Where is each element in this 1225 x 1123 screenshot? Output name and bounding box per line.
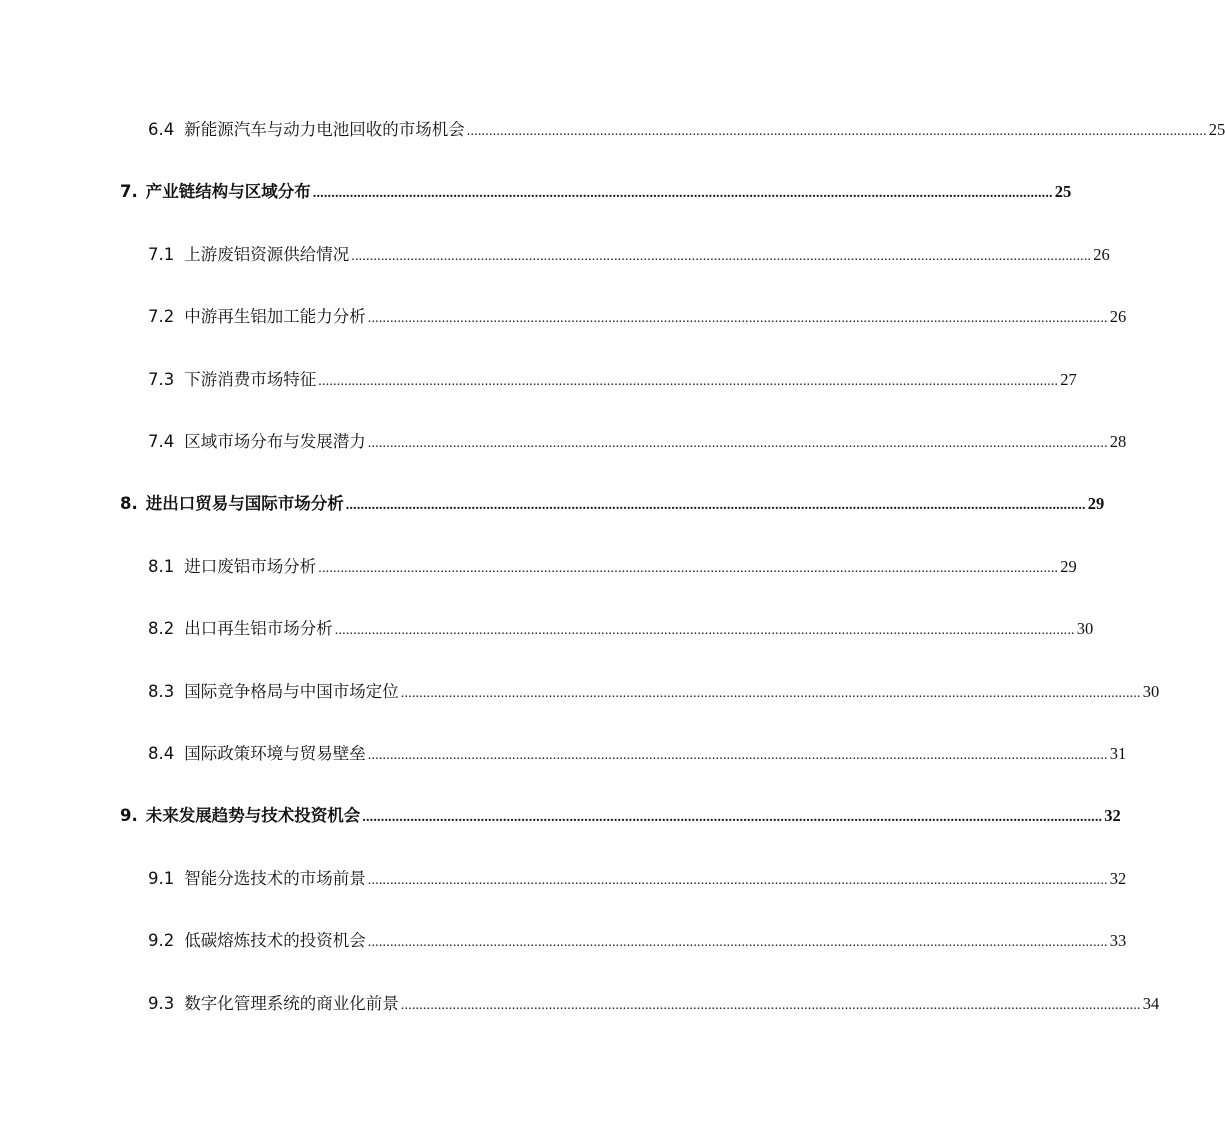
dot-leader: ........................................................................................................................................................................................................ <box>318 561 1059 576</box>
toc-entry[interactable] <box>148 303 1127 329</box>
toc-entry-page: 28 <box>1109 432 1127 451</box>
toc-entry-page: 27 <box>1060 370 1077 389</box>
toc-entry[interactable] <box>148 615 1094 641</box>
toc-entry-title: 数字化管理系统的商业化前景 <box>184 994 399 1013</box>
toc-entry-page: 33 <box>1109 931 1127 950</box>
toc-entry[interactable] <box>148 740 1127 766</box>
toc-entry-title: 上游废铝资源供给情况 <box>184 245 350 264</box>
toc-entry-title: 进出口贸易与国际市场分析 <box>145 494 344 513</box>
toc-entry-number: 9.3 <box>148 994 175 1013</box>
toc-entry-number: 8.4 <box>148 744 175 763</box>
dot-leader: ........................................................................................................................................................................................................ <box>367 873 1108 888</box>
dot-leader: ........................................................................................................................................................................................................ <box>466 124 1207 139</box>
toc-entry-page: 29 <box>1087 494 1105 513</box>
toc-entry-page: 34 <box>1142 994 1160 1013</box>
toc-entry-title: 产业链结构与区域分布 <box>145 182 311 201</box>
toc-entry-title: 国际竞争格局与中国市场定位 <box>184 682 399 701</box>
toc-entry-number: 8. <box>120 494 138 513</box>
toc-entry-page: 32 <box>1104 806 1121 825</box>
toc-entry-title: 进口废铝市场分析 <box>184 557 317 576</box>
toc-entry-page: 29 <box>1060 557 1077 576</box>
toc-entry-number: 8.2 <box>148 619 175 638</box>
toc-entry-title: 出口再生铝市场分析 <box>184 619 333 638</box>
dot-leader: ........................................................................................................................................................................................................ <box>362 810 1103 825</box>
toc-entry-page: 25 <box>1208 120 1225 139</box>
toc-entry-title: 国际政策环境与贸易壁垒 <box>184 744 366 763</box>
toc-entry-number: 6.4 <box>148 120 175 139</box>
toc-entry[interactable] <box>148 678 1160 704</box>
toc-entry-page: 30 <box>1142 682 1160 701</box>
toc-entry-title: 智能分选技术的市场前景 <box>184 869 366 888</box>
toc-entry[interactable] <box>148 990 1160 1016</box>
toc-entry-number: 9.1 <box>148 869 175 888</box>
toc-entry-page: 26 <box>1109 307 1127 326</box>
toc-entry[interactable] <box>148 241 1110 267</box>
dot-leader: ........................................................................................................................................................................................................ <box>367 311 1108 326</box>
toc-entry-number: 7.1 <box>148 245 175 264</box>
toc-entry[interactable] <box>148 366 1077 392</box>
dot-leader: ........................................................................................................................................................................................................ <box>367 748 1108 763</box>
toc-entry[interactable] <box>148 927 1127 953</box>
toc-entry[interactable] <box>120 490 1105 516</box>
toc-entry[interactable] <box>148 116 1225 142</box>
toc-entry-number: 8.3 <box>148 682 175 701</box>
toc-entry-title: 区域市场分布与发展潜力 <box>184 432 366 451</box>
dot-leader: ........................................................................................................................................................................................................ <box>400 686 1141 701</box>
toc-entry-page: 31 <box>1109 744 1127 763</box>
toc-entry-page: 32 <box>1109 869 1127 888</box>
toc-entry[interactable] <box>120 178 1072 204</box>
dot-leader: ........................................................................................................................................................................................................ <box>318 374 1059 389</box>
toc-entry-number: 7.3 <box>148 370 175 389</box>
toc-entry[interactable] <box>148 428 1127 454</box>
dot-leader: ........................................................................................................................................................................................................ <box>367 436 1108 451</box>
toc-entry-title: 新能源汽车与动力电池回收的市场机会 <box>184 120 465 139</box>
toc-entry[interactable] <box>148 865 1127 891</box>
toc-entry[interactable] <box>120 802 1121 828</box>
toc-entry-title: 低碳熔炼技术的投资机会 <box>184 931 366 950</box>
toc-entry-number: 7.2 <box>148 307 175 326</box>
dot-leader: ........................................................................................................................................................................................................ <box>334 623 1075 638</box>
dot-leader: ........................................................................................................................................................................................................ <box>351 249 1092 264</box>
toc-entry-number: 7.4 <box>148 432 175 451</box>
toc-entry-title: 下游消费市场特征 <box>184 370 317 389</box>
toc-entry-page: 30 <box>1076 619 1094 638</box>
toc-entry-number: 7. <box>120 182 138 201</box>
dot-leader: ........................................................................................................................................................................................................ <box>367 935 1108 950</box>
toc-entry-number: 8.1 <box>148 557 175 576</box>
toc-entry-number: 9. <box>120 806 138 825</box>
toc-entry[interactable] <box>148 553 1077 579</box>
toc-entry-title: 中游再生铝加工能力分析 <box>184 307 366 326</box>
dot-leader: ........................................................................................................................................................................................................ <box>312 186 1053 201</box>
dot-leader: ........................................................................................................................................................................................................ <box>400 998 1141 1013</box>
toc-entry-title: 未来发展趋势与技术投资机会 <box>145 806 361 825</box>
toc-entry-page: 26 <box>1093 245 1110 264</box>
dot-leader: ........................................................................................................................................................................................................ <box>345 498 1086 513</box>
toc-entry-page: 25 <box>1054 182 1072 201</box>
toc-entry-number: 9.2 <box>148 931 175 950</box>
